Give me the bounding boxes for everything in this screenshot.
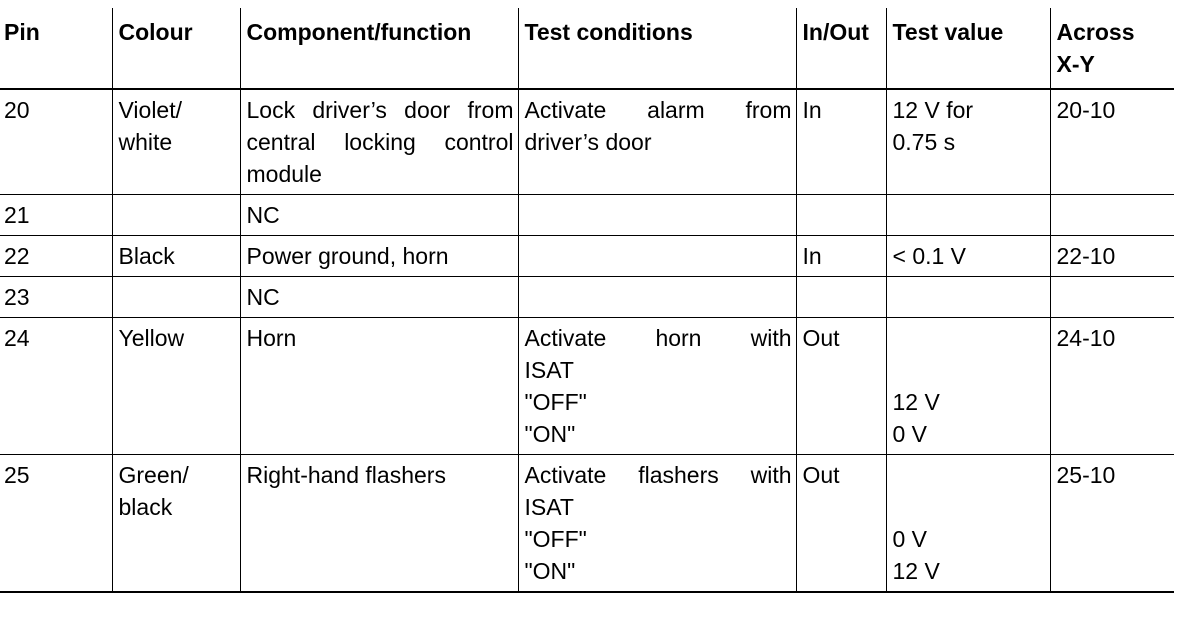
condition-line: "OFF" xyxy=(524,526,587,552)
cell-conditions xyxy=(518,277,796,318)
table-row-pin-24 xyxy=(0,318,1174,455)
value-line: 12 V for xyxy=(892,97,974,123)
cell-value xyxy=(886,318,1050,455)
colour-line: Green/ xyxy=(118,462,189,488)
cell-colour xyxy=(112,455,240,593)
condition-line: ISAT xyxy=(524,357,574,383)
header-inout: In/Out xyxy=(796,8,886,89)
value-spacer xyxy=(893,491,1046,523)
cell-conditions xyxy=(518,236,796,277)
cell-conditions xyxy=(518,455,796,593)
cell-component: NC xyxy=(240,195,518,236)
cell-inout xyxy=(796,277,886,318)
cell-pin: 24 xyxy=(4,325,30,351)
cell-conditions xyxy=(518,318,796,455)
header-across xyxy=(1050,8,1174,89)
cell-value xyxy=(886,195,1050,236)
cell-across: 22-10 xyxy=(1050,236,1174,277)
value-off: 0 V xyxy=(892,526,928,552)
component-line: module xyxy=(246,161,322,187)
table-row-pin-20 xyxy=(0,89,1174,195)
component-line: central locking control xyxy=(246,129,514,155)
value-on: 0 V xyxy=(892,421,928,447)
cell-inout: Out xyxy=(796,318,886,455)
colour-line: black xyxy=(118,494,173,520)
value-spacer xyxy=(893,354,1046,386)
cell-across xyxy=(1050,195,1174,236)
cell-value xyxy=(886,89,1050,195)
cell-pin: 25 xyxy=(4,462,30,488)
cell-value: < 0.1 V xyxy=(886,236,1050,277)
header-conditions: Test conditions xyxy=(518,8,796,89)
cell-colour: Yellow xyxy=(112,318,240,455)
value-off: 12 V xyxy=(892,389,940,415)
cell-conditions xyxy=(518,195,796,236)
cell-colour xyxy=(112,89,240,195)
header-value: Test value xyxy=(886,8,1050,89)
cell-colour xyxy=(112,277,240,318)
header-row xyxy=(0,8,1174,89)
condition-line: "ON" xyxy=(524,421,576,447)
pin-table xyxy=(0,8,1174,593)
condition-line: Activate flashers with xyxy=(524,462,792,488)
colour-line: white xyxy=(118,129,173,155)
condition-line: ISAT xyxy=(524,494,574,520)
table-row-pin-22 xyxy=(0,236,1174,277)
condition-line: Activate alarm from xyxy=(524,97,792,123)
cell-across: 20-10 xyxy=(1050,89,1174,195)
header-pin: Pin xyxy=(4,19,40,45)
cell-across xyxy=(1050,277,1174,318)
cell-component: Horn xyxy=(240,318,518,455)
value-line: 0.75 s xyxy=(892,129,956,155)
cell-pin: 22 xyxy=(4,243,30,269)
table-row-pin-21 xyxy=(0,195,1174,236)
cell-conditions xyxy=(518,89,796,195)
cell-value xyxy=(886,277,1050,318)
cell-across: 25-10 xyxy=(1050,455,1174,593)
value-spacer xyxy=(893,459,1046,491)
value-spacer xyxy=(893,322,1046,354)
cell-colour: Black xyxy=(112,236,240,277)
cell-pin: 21 xyxy=(4,202,30,228)
cell-inout: Out xyxy=(796,455,886,593)
condition-line: "ON" xyxy=(524,558,576,584)
value-on: 12 V xyxy=(892,558,940,584)
condition-line: "OFF" xyxy=(524,389,587,415)
cell-component: NC xyxy=(240,277,518,318)
cell-inout xyxy=(796,195,886,236)
cell-inout: In xyxy=(796,89,886,195)
cell-value xyxy=(886,455,1050,593)
cell-across: 24-10 xyxy=(1050,318,1174,455)
cell-component xyxy=(240,89,518,195)
cell-inout: In xyxy=(796,236,886,277)
header-colour: Colour xyxy=(112,8,240,89)
header-across-line2: X-Y xyxy=(1056,51,1095,77)
condition-line: Activate horn with xyxy=(524,325,792,351)
cell-component: Power ground, horn xyxy=(240,236,518,277)
condition-line: driver’s door xyxy=(524,129,652,155)
cell-pin: 23 xyxy=(4,284,30,310)
table-row-pin-25 xyxy=(0,455,1174,593)
component-line: Lock driver’s door from xyxy=(246,97,514,123)
cell-component: Right-hand flashers xyxy=(240,455,518,593)
header-across-line1: Across xyxy=(1056,19,1135,45)
table-row-pin-23 xyxy=(0,277,1174,318)
header-component: Component/function xyxy=(240,8,518,89)
cell-colour xyxy=(112,195,240,236)
colour-line: Violet/ xyxy=(118,97,183,123)
cell-pin: 20 xyxy=(4,97,30,123)
